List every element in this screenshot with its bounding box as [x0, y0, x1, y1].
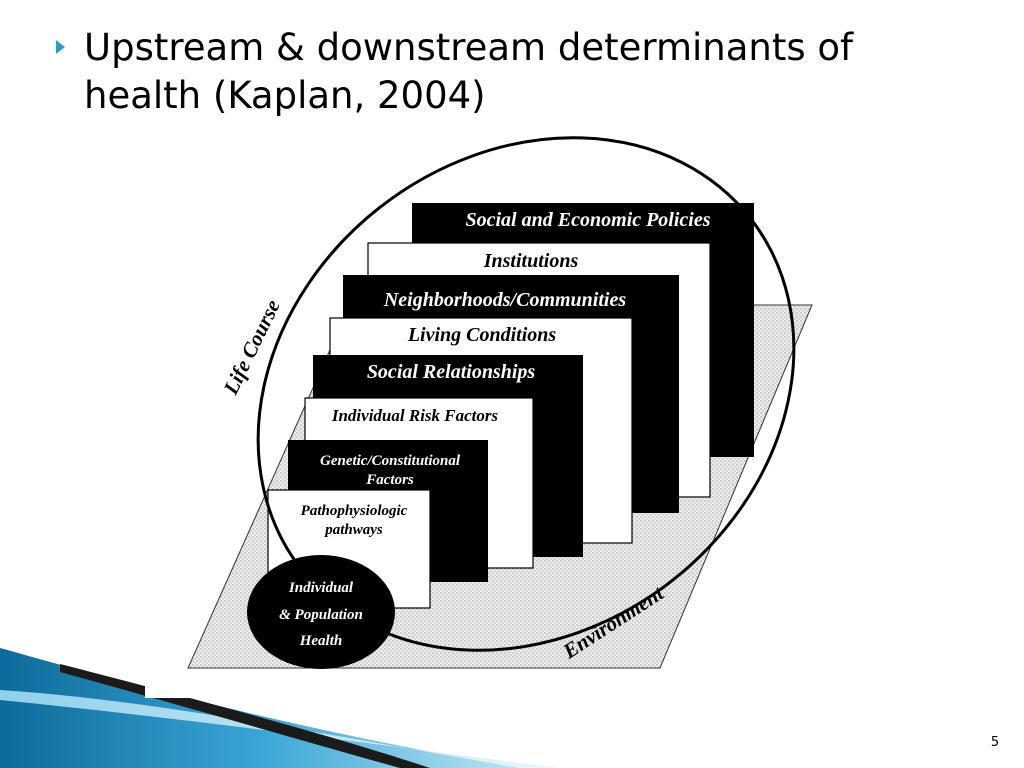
label-life-course: Life Course	[218, 295, 285, 399]
label-core-line2: & Population	[279, 607, 363, 623]
label-core-line1: Individual	[288, 580, 354, 596]
caption-strip	[145, 684, 890, 698]
page-number: 5	[990, 735, 1000, 750]
label-social-relationships: Social Relationships	[366, 361, 536, 383]
label-genetic-line2: Factors	[366, 472, 414, 488]
label-institutions: Institutions	[483, 250, 579, 272]
label-environment: Environment	[558, 580, 668, 664]
label-individual-risk-factors: Individual Risk Factors	[331, 406, 499, 425]
label-social-economic-policies: Social and Economic Policies	[465, 209, 711, 231]
label-patho-line1: Pathophysiologic	[300, 503, 408, 519]
label-neighborhoods-communities: Neighborhoods/Communities	[383, 289, 627, 311]
label-core-line3: Health	[299, 633, 343, 649]
label-patho-line2: pathways	[325, 522, 383, 538]
label-genetic-line1: Genetic/Constitutional	[319, 453, 461, 469]
slide-title: Upstream & downstream determinants of health (Kaplan, 2004)	[84, 26, 854, 117]
label-living-conditions: Living Conditions	[407, 324, 557, 346]
